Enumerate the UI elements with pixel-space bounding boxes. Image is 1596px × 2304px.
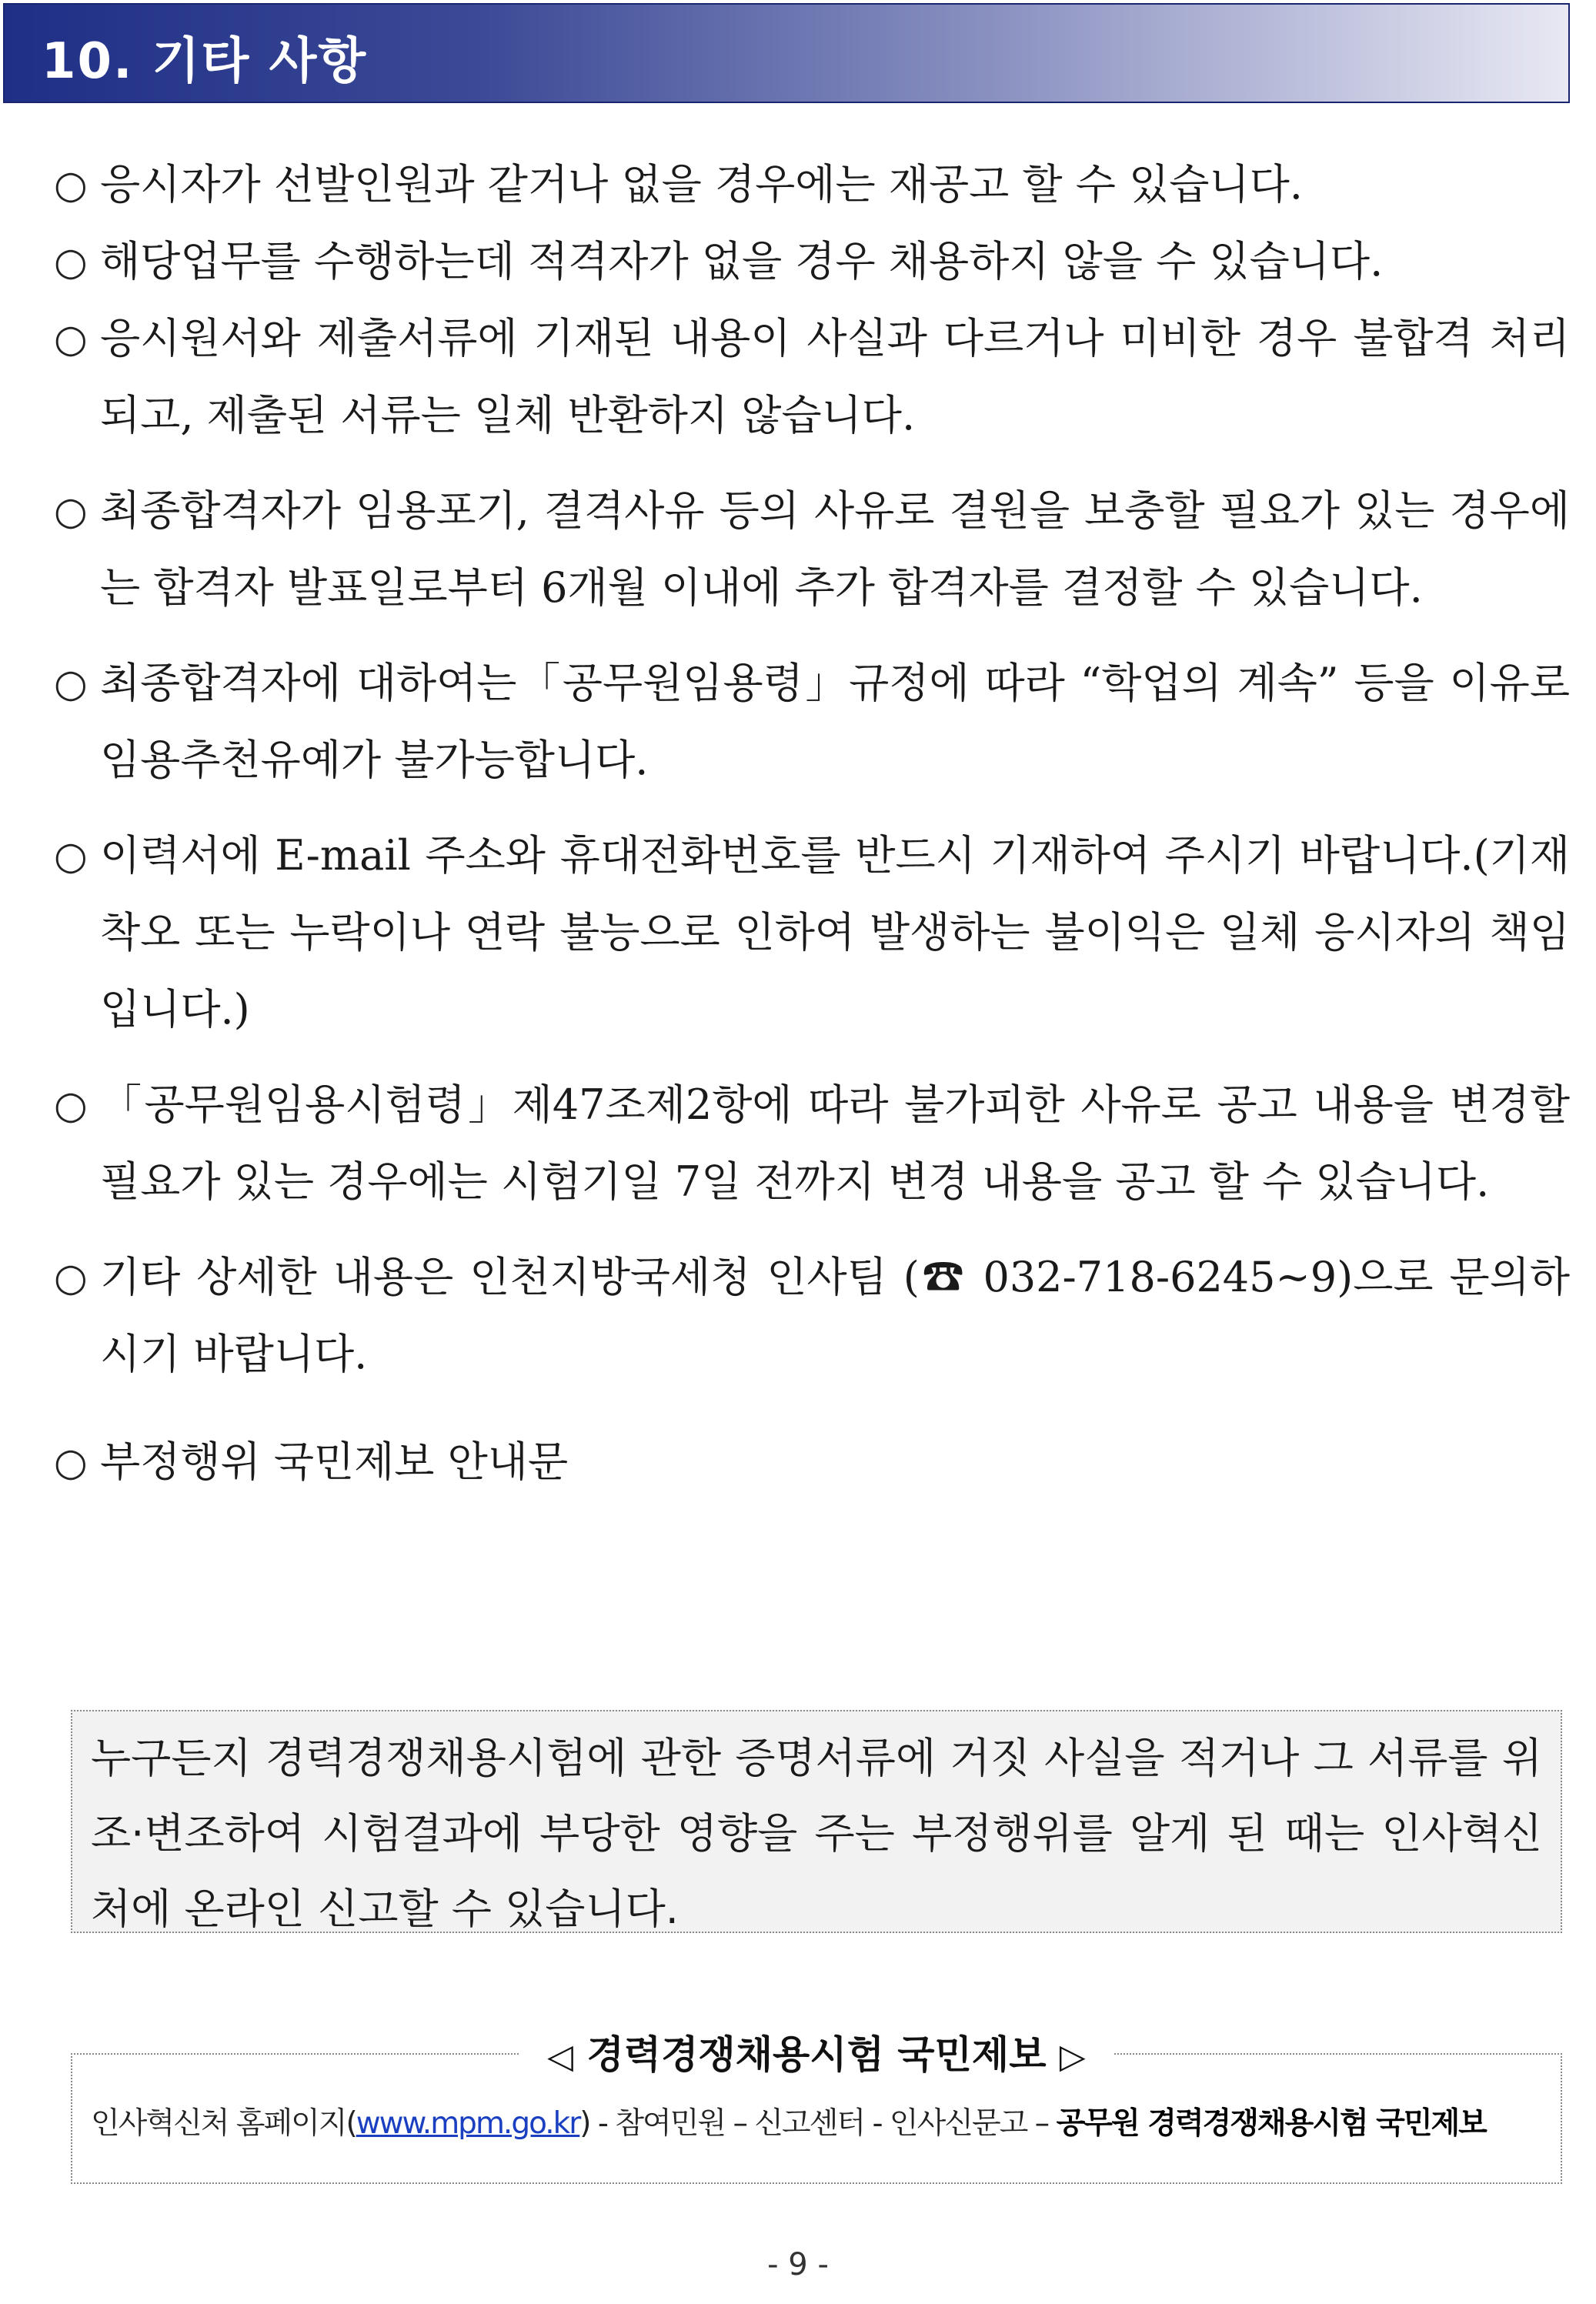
circle-bullet-icon: ○ [54, 162, 88, 207]
circle-bullet-icon: ○ [54, 1255, 88, 1300]
section-header [3, 3, 1570, 103]
circle-bullet-icon: ○ [54, 661, 88, 706]
list-item-text: 기타 상세한 내용은 인천지방국세청 인사팀 (☎ 032-718-6245~9)으로 문의하시기 바랍니다. [100, 1253, 1570, 1378]
list-item [54, 1067, 1570, 1220]
list-item [54, 1239, 1570, 1393]
path-prefix: 인사혁신처 홈페이지( [91, 2106, 356, 2141]
right-triangle-icon: ▷ [1059, 2037, 1086, 2076]
left-triangle-icon: ◁ [547, 2037, 574, 2076]
list-item-text: 최종합격자가 임용포기, 결격사유 등의 사유로 결원을 보충할 필요가 있는 경우에는 합격자 발표일로부터 6개월 이내에 추가 합격자를 결정할 수 있습니다. [100, 486, 1570, 612]
circle-bullet-icon: ○ [54, 316, 88, 361]
circle-bullet-icon: ○ [54, 833, 88, 878]
path-bold: 공무원 경력경쟁채용시험 국민제보 [1056, 2106, 1486, 2141]
list-item-text: 최종합격자에 대하여는「공무원임용령」규정에 따라 “학업의 계속” 등을 이유로 임용추천유예가 불가능합니다. [100, 659, 1570, 784]
section-title: 10. 기타 사항 [42, 33, 368, 90]
list-item [54, 300, 1570, 454]
list-item [54, 645, 1570, 799]
path-middle: ) - 참여민원 – 신고센터 - 인사신문고 – [579, 2106, 1057, 2141]
list-item-text: 해당업무를 수행하는데 적격자가 없을 경우 채용하지 않을 수 있습니다. [100, 237, 1384, 285]
report-path [91, 2101, 1545, 2147]
circle-bullet-icon: ○ [54, 1083, 88, 1127]
circle-bullet-icon: ○ [54, 1440, 88, 1484]
list-item-text: 응시원서와 제출서류에 기재된 내용이 사실과 다르거나 미비한 경우 불합격 처리되고, 제출된 서류는 일체 반환하지 않습니다. [100, 314, 1570, 439]
report-notice-title [519, 2027, 1114, 2085]
mpm-homepage-link[interactable]: www.mpm.go.kr [356, 2106, 580, 2141]
list-item-text: 응시자가 선발인원과 같거나 없을 경우에는 재공고 할 수 있습니다. [100, 160, 1303, 209]
notice-title-text: 경력경쟁채용시험 국민제보 [586, 2032, 1047, 2077]
circle-bullet-icon: ○ [54, 489, 88, 533]
list-item [54, 146, 1570, 223]
page-number: - 9 - [767, 2247, 829, 2282]
list-item-text: 이력서에 E-mail 주소와 휴대전화번호를 반드시 기재하여 주시기 바랍니다.(기재착오 또는 누락이나 연락 불능으로 인하여 발생하는 불이익은 일체 응시자의 책임입니다.) [100, 831, 1570, 1033]
circle-bullet-icon: ○ [54, 239, 88, 284]
list-item [54, 472, 1570, 626]
list-item-text: 「공무원임용시험령」제47조제2항에 따라 불가피한 사유로 공고 내용을 변경할 필요가 있는 경우에는 시험기일 7일 전까지 변경 내용을 공고 할 수 있습니다. [100, 1080, 1570, 1206]
list-item [54, 817, 1570, 1048]
list-item [54, 223, 1570, 300]
report-notice-box [71, 2032, 1562, 2184]
list-item-text: 부정행위 국민제보 안내문 [100, 1437, 569, 1486]
report-guidance-box [71, 1710, 1562, 1933]
notice-list [54, 146, 1570, 1501]
list-item [54, 1424, 1570, 1501]
report-guidance-text: 누구든지 경력경쟁채용시험에 관한 증명서류에 거짓 사실을 적거나 그 서류를 위조·변조하여 시험결과에 부당한 영향을 주는 부정행위를 알게 된 때는 인사혁신처에 온라인 신고할 수 있습니다. [91, 1734, 1542, 1933]
